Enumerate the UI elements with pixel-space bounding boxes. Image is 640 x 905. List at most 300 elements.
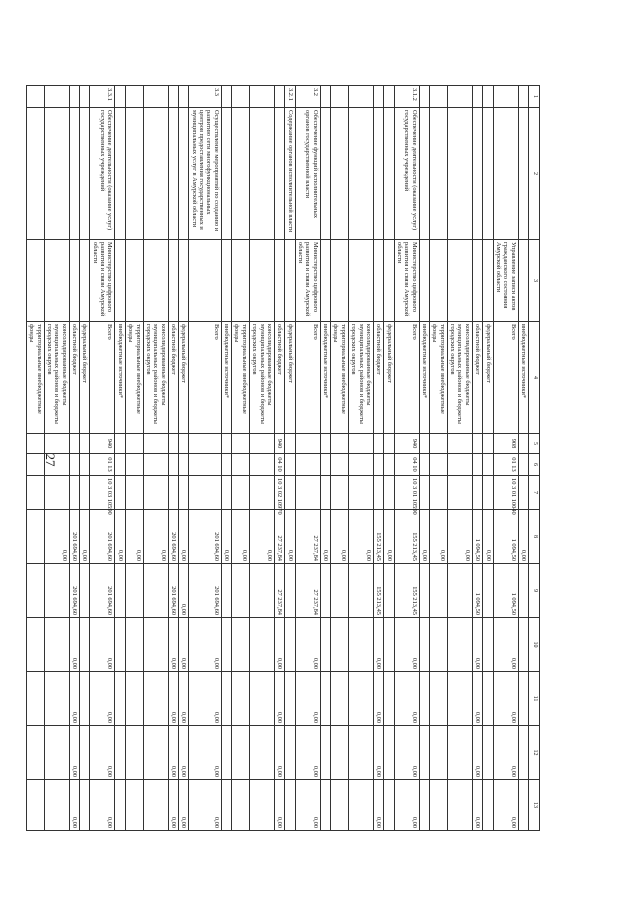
value-total: 0,00 [331,510,349,564]
funding-source: территориальные внебюджетные фонды [430,322,448,434]
measure-name [69,108,79,240]
value-total: 0,00 [320,510,330,564]
row-number [26,86,44,108]
target-article [331,476,349,510]
value-2022 [447,726,472,780]
measure-name [384,108,394,240]
value-2020 [483,618,493,672]
funding-source: консолидированные бюджеты муниципальных районов и бюджеты городских округов [447,322,472,434]
table-row [331,86,349,831]
column-number: 1 [529,86,540,108]
grbs-code [44,434,69,454]
value-2019 [483,564,493,618]
row-number [274,86,284,108]
value-2023 [348,780,373,831]
target-article [232,476,250,510]
table-row [221,86,231,831]
row-number [518,86,528,108]
row-number [348,86,373,108]
executor [447,240,472,322]
measure-name [249,108,274,240]
value-total: 0,00 [419,510,429,564]
value-total [26,510,44,564]
column-number: 6 [529,454,540,476]
value-2023 [320,780,330,831]
value-2020 [384,618,394,672]
table-row [168,86,178,831]
section-code [472,454,482,476]
value-2020 [143,618,168,672]
value-2019: 155 213,45 [394,564,419,618]
value-total: 0,00 [249,510,274,564]
table-row [384,86,394,831]
value-2019 [419,564,429,618]
measure-name [44,108,69,240]
funding-source: консолидированные бюджеты муниципальных районов и бюджеты городских округов [44,322,69,434]
value-total: 0,00 [125,510,143,564]
value-2020: 0,00 [69,618,79,672]
value-2020 [249,618,274,672]
value-2020: 0,00 [274,618,284,672]
target-article: 10 3 01 10590 [394,476,419,510]
section-code [295,454,320,476]
funding-source: территориальные внебюджетные фонды [331,322,349,434]
row-number [125,86,143,108]
table-row [285,86,295,831]
value-2023 [143,780,168,831]
value-2019 [249,564,274,618]
target-article [373,476,383,510]
value-2022: 0,00 [373,726,383,780]
funding-source: внебюджетные источники* [115,322,125,434]
value-2019 [143,564,168,618]
value-2023: 0,00 [274,780,284,831]
section-code [384,454,394,476]
column-number: 9 [529,564,540,618]
executor: Министерство цифрового развития и связи Амурской области [394,240,419,322]
executor [178,240,188,322]
funding-source: федеральный бюджет [384,322,394,434]
value-2022: 0,00 [69,726,79,780]
value-2021: 0,00 [472,672,482,726]
value-2022: 0,00 [274,726,284,780]
value-2021 [115,672,125,726]
executor: Министерство цифрового развития и связи Амурской области [90,240,115,322]
value-total: 0,00 [518,510,528,564]
row-number [80,86,90,108]
value-total: 0,00 [232,510,250,564]
value-2021 [125,672,143,726]
value-2022 [348,726,373,780]
value-2023: 0,00 [168,780,178,831]
value-2020 [285,618,295,672]
executor [518,240,528,322]
rotated-table-area [28,85,540,830]
grbs-code [125,434,143,454]
measure-name [447,108,472,240]
value-total: 155 213,45 [373,510,383,564]
target-article [69,476,79,510]
funding-source: Всего [189,322,221,434]
measure-name [518,108,528,240]
table-row [419,86,429,831]
executor [483,240,493,322]
column-number: 11 [529,672,540,726]
executor [430,240,448,322]
section-code: 04 10 [274,454,284,476]
value-2019: 155 213,45 [373,564,383,618]
table-row [80,86,90,831]
target-article [125,476,143,510]
funding-source: Всего [90,322,115,434]
grbs-code [143,434,168,454]
column-number: 10 [529,618,540,672]
row-number [168,86,178,108]
value-total: 0,00 [483,510,493,564]
grbs-code [384,434,394,454]
value-2020: 0,00 [394,618,419,672]
value-2019 [348,564,373,618]
value-2022: 0,00 [295,726,320,780]
value-2020: 0,00 [472,618,482,672]
measure-name [178,108,188,240]
value-2022: 0,00 [472,726,482,780]
value-total: 1 094,50 [472,510,482,564]
funding-source: территориальные внебюджетные фонды [26,322,44,434]
funding-source: областной бюджет [472,322,482,434]
measure-name [472,108,482,240]
value-2023 [430,780,448,831]
value-2021 [80,672,90,726]
value-total: 0,00 [44,510,69,564]
executor [168,240,178,322]
value-2019 [26,564,44,618]
grbs-code [348,434,373,454]
section-code [44,454,69,476]
target-article [221,476,231,510]
grbs-code [69,434,79,454]
value-2022 [221,726,231,780]
value-total: 27 237,84 [274,510,284,564]
grbs-code [232,434,250,454]
value-2023 [80,780,90,831]
value-2019 [115,564,125,618]
row-number [221,86,231,108]
grbs-code [285,434,295,454]
value-2020 [115,618,125,672]
value-2020 [518,618,528,672]
grbs-code: 940 [274,434,284,454]
executor [232,240,250,322]
executor [373,240,383,322]
grbs-code [249,434,274,454]
value-2023 [384,780,394,831]
value-2023: 0,00 [472,780,482,831]
value-2021: 0,00 [178,672,188,726]
table-row [44,86,69,831]
section-code [26,454,44,476]
executor [221,240,231,322]
value-total: 201 694,60 [189,510,221,564]
value-2022 [419,726,429,780]
value-total: 201 694,60 [69,510,79,564]
table-row [430,86,448,831]
funding-source: Всего [493,322,518,434]
executor [331,240,349,322]
value-2021: 0,00 [168,672,178,726]
funding-source: Всего [394,322,419,434]
value-2021 [483,672,493,726]
measure-name [143,108,168,240]
value-2021: 0,00 [394,672,419,726]
row-number [419,86,429,108]
executor [44,240,69,322]
measure-name [80,108,90,240]
target-article: 10 3 02 10970 [274,476,284,510]
grbs-code [221,434,231,454]
value-2023 [285,780,295,831]
value-2019 [384,564,394,618]
measure-name: Осуществление мероприятий по созданию и развитию сети многофункциональных центров предоставления государственных и муниципальных услуг в Амурской области [189,108,221,240]
value-2020 [430,618,448,672]
target-article [384,476,394,510]
value-2020 [419,618,429,672]
executor [274,240,284,322]
row-number [483,86,493,108]
column-number: 12 [529,726,540,780]
value-2019: 201 694,60 [168,564,178,618]
section-code [249,454,274,476]
grbs-code [331,434,349,454]
value-2019 [285,564,295,618]
value-2023 [483,780,493,831]
table-row [26,86,44,831]
value-2022 [518,726,528,780]
grbs-code [430,434,448,454]
measure-name [331,108,349,240]
section-code [168,454,178,476]
row-number [115,86,125,108]
executor [348,240,373,322]
value-2020 [221,618,231,672]
value-2022 [143,726,168,780]
value-2020 [331,618,349,672]
grbs-code [295,434,320,454]
value-2022 [285,726,295,780]
target-article [483,476,493,510]
executor: Управление записи актов гражданского состояния Амурской области [493,240,518,322]
value-2020: 0,00 [295,618,320,672]
funding-source: областной бюджет [274,322,284,434]
value-2022: 0,00 [394,726,419,780]
section-code [348,454,373,476]
table-body [26,86,528,831]
target-article [472,476,482,510]
value-2022 [44,726,69,780]
value-2021 [331,672,349,726]
table-row [178,86,188,831]
grbs-code [518,434,528,454]
value-2022: 0,00 [168,726,178,780]
value-2019 [80,564,90,618]
value-2019 [221,564,231,618]
table-row [373,86,383,831]
value-2020: 0,00 [90,618,115,672]
section-code [143,454,168,476]
value-2019: 1 094,50 [472,564,482,618]
table-row [348,86,373,831]
value-2021 [26,672,44,726]
grbs-code [178,434,188,454]
value-2021 [447,672,472,726]
value-total: 0,00 [178,510,188,564]
table-row [90,86,115,831]
value-2020: 0,00 [373,618,383,672]
funding-source: областной бюджет [168,322,178,434]
executor [419,240,429,322]
target-article [430,476,448,510]
value-2021 [221,672,231,726]
column-number: 3 [529,240,540,322]
value-2022: 0,00 [178,726,188,780]
target-article [348,476,373,510]
value-2022: 0,00 [493,726,518,780]
target-article [80,476,90,510]
executor [472,240,482,322]
value-2023: 0,00 [295,780,320,831]
value-2020: 0,00 [168,618,178,672]
value-total: 0,00 [384,510,394,564]
value-2019 [44,564,69,618]
value-total: 0,00 [348,510,373,564]
measure-name [115,108,125,240]
row-number: 3.3 [189,86,221,108]
rotated-page [28,85,540,830]
table-row [143,86,168,831]
value-2019 [447,564,472,618]
measure-name [232,108,250,240]
value-total: 201 694,60 [90,510,115,564]
value-2019: 0,00 [178,564,188,618]
funding-source: федеральный бюджет [483,322,493,434]
row-number [472,86,482,108]
funding-source: областной бюджет [69,322,79,434]
column-number-row [529,86,540,831]
column-number: 5 [529,434,540,454]
row-number [447,86,472,108]
row-number [493,86,518,108]
funding-source: федеральный бюджет [285,322,295,434]
value-2020 [44,618,69,672]
target-article [143,476,168,510]
section-code: 01 13 [493,454,518,476]
funding-source: федеральный бюджет [178,322,188,434]
value-2022 [384,726,394,780]
value-2022 [249,726,274,780]
measure-name [168,108,178,240]
value-total: 0,00 [221,510,231,564]
executor [285,240,295,322]
value-2023 [232,780,250,831]
target-article [447,476,472,510]
row-number [430,86,448,108]
measure-name [320,108,330,240]
value-2021 [384,672,394,726]
grbs-code [447,434,472,454]
value-2023 [249,780,274,831]
value-total: 0,00 [115,510,125,564]
value-2023 [221,780,231,831]
page-number: 27 [43,453,58,467]
value-2023: 0,00 [90,780,115,831]
grbs-code [373,434,383,454]
funding-source: консолидированные бюджеты муниципальных районов и бюджеты городских округов [348,322,373,434]
budget-table [26,85,540,831]
row-number [249,86,274,108]
value-2023 [419,780,429,831]
table-row [320,86,330,831]
grbs-code [419,434,429,454]
section-code [221,454,231,476]
target-article [295,476,320,510]
grbs-code: 940 [90,434,115,454]
value-2023: 0,00 [394,780,419,831]
row-number [44,86,69,108]
value-2022 [232,726,250,780]
value-2021 [518,672,528,726]
row-number: 3.1.2 [394,86,419,108]
value-2021 [143,672,168,726]
table-row [115,86,125,831]
value-2021: 0,00 [90,672,115,726]
grbs-code [168,434,178,454]
executor [249,240,274,322]
table-row [249,86,274,831]
target-article [285,476,295,510]
section-code: 04 10 [394,454,419,476]
section-code [232,454,250,476]
target-article [189,476,221,510]
target-article [44,476,69,510]
row-number [69,86,79,108]
executor [320,240,330,322]
section-code [419,454,429,476]
row-number: 3.2.1 [285,86,295,108]
value-2021 [320,672,330,726]
value-total: 0,00 [285,510,295,564]
target-article [518,476,528,510]
table-row [274,86,284,831]
value-2023 [26,780,44,831]
measure-name: Обеспечение функций исполнительных органов государственной власти [295,108,320,240]
value-2021: 0,00 [189,672,221,726]
column-number: 8 [529,510,540,564]
executor [69,240,79,322]
target-article: 10 3 01 10040 [493,476,518,510]
value-2020: 0,00 [189,618,221,672]
value-2021: 0,00 [295,672,320,726]
value-2023: 0,00 [189,780,221,831]
table-row [447,86,472,831]
value-2020: 0,00 [178,618,188,672]
value-2022 [331,726,349,780]
value-2019: 1 094,50 [493,564,518,618]
measure-name [419,108,429,240]
row-number [143,86,168,108]
funding-source: внебюджетные источники* [419,322,429,434]
value-2021: 0,00 [274,672,284,726]
section-code [331,454,349,476]
